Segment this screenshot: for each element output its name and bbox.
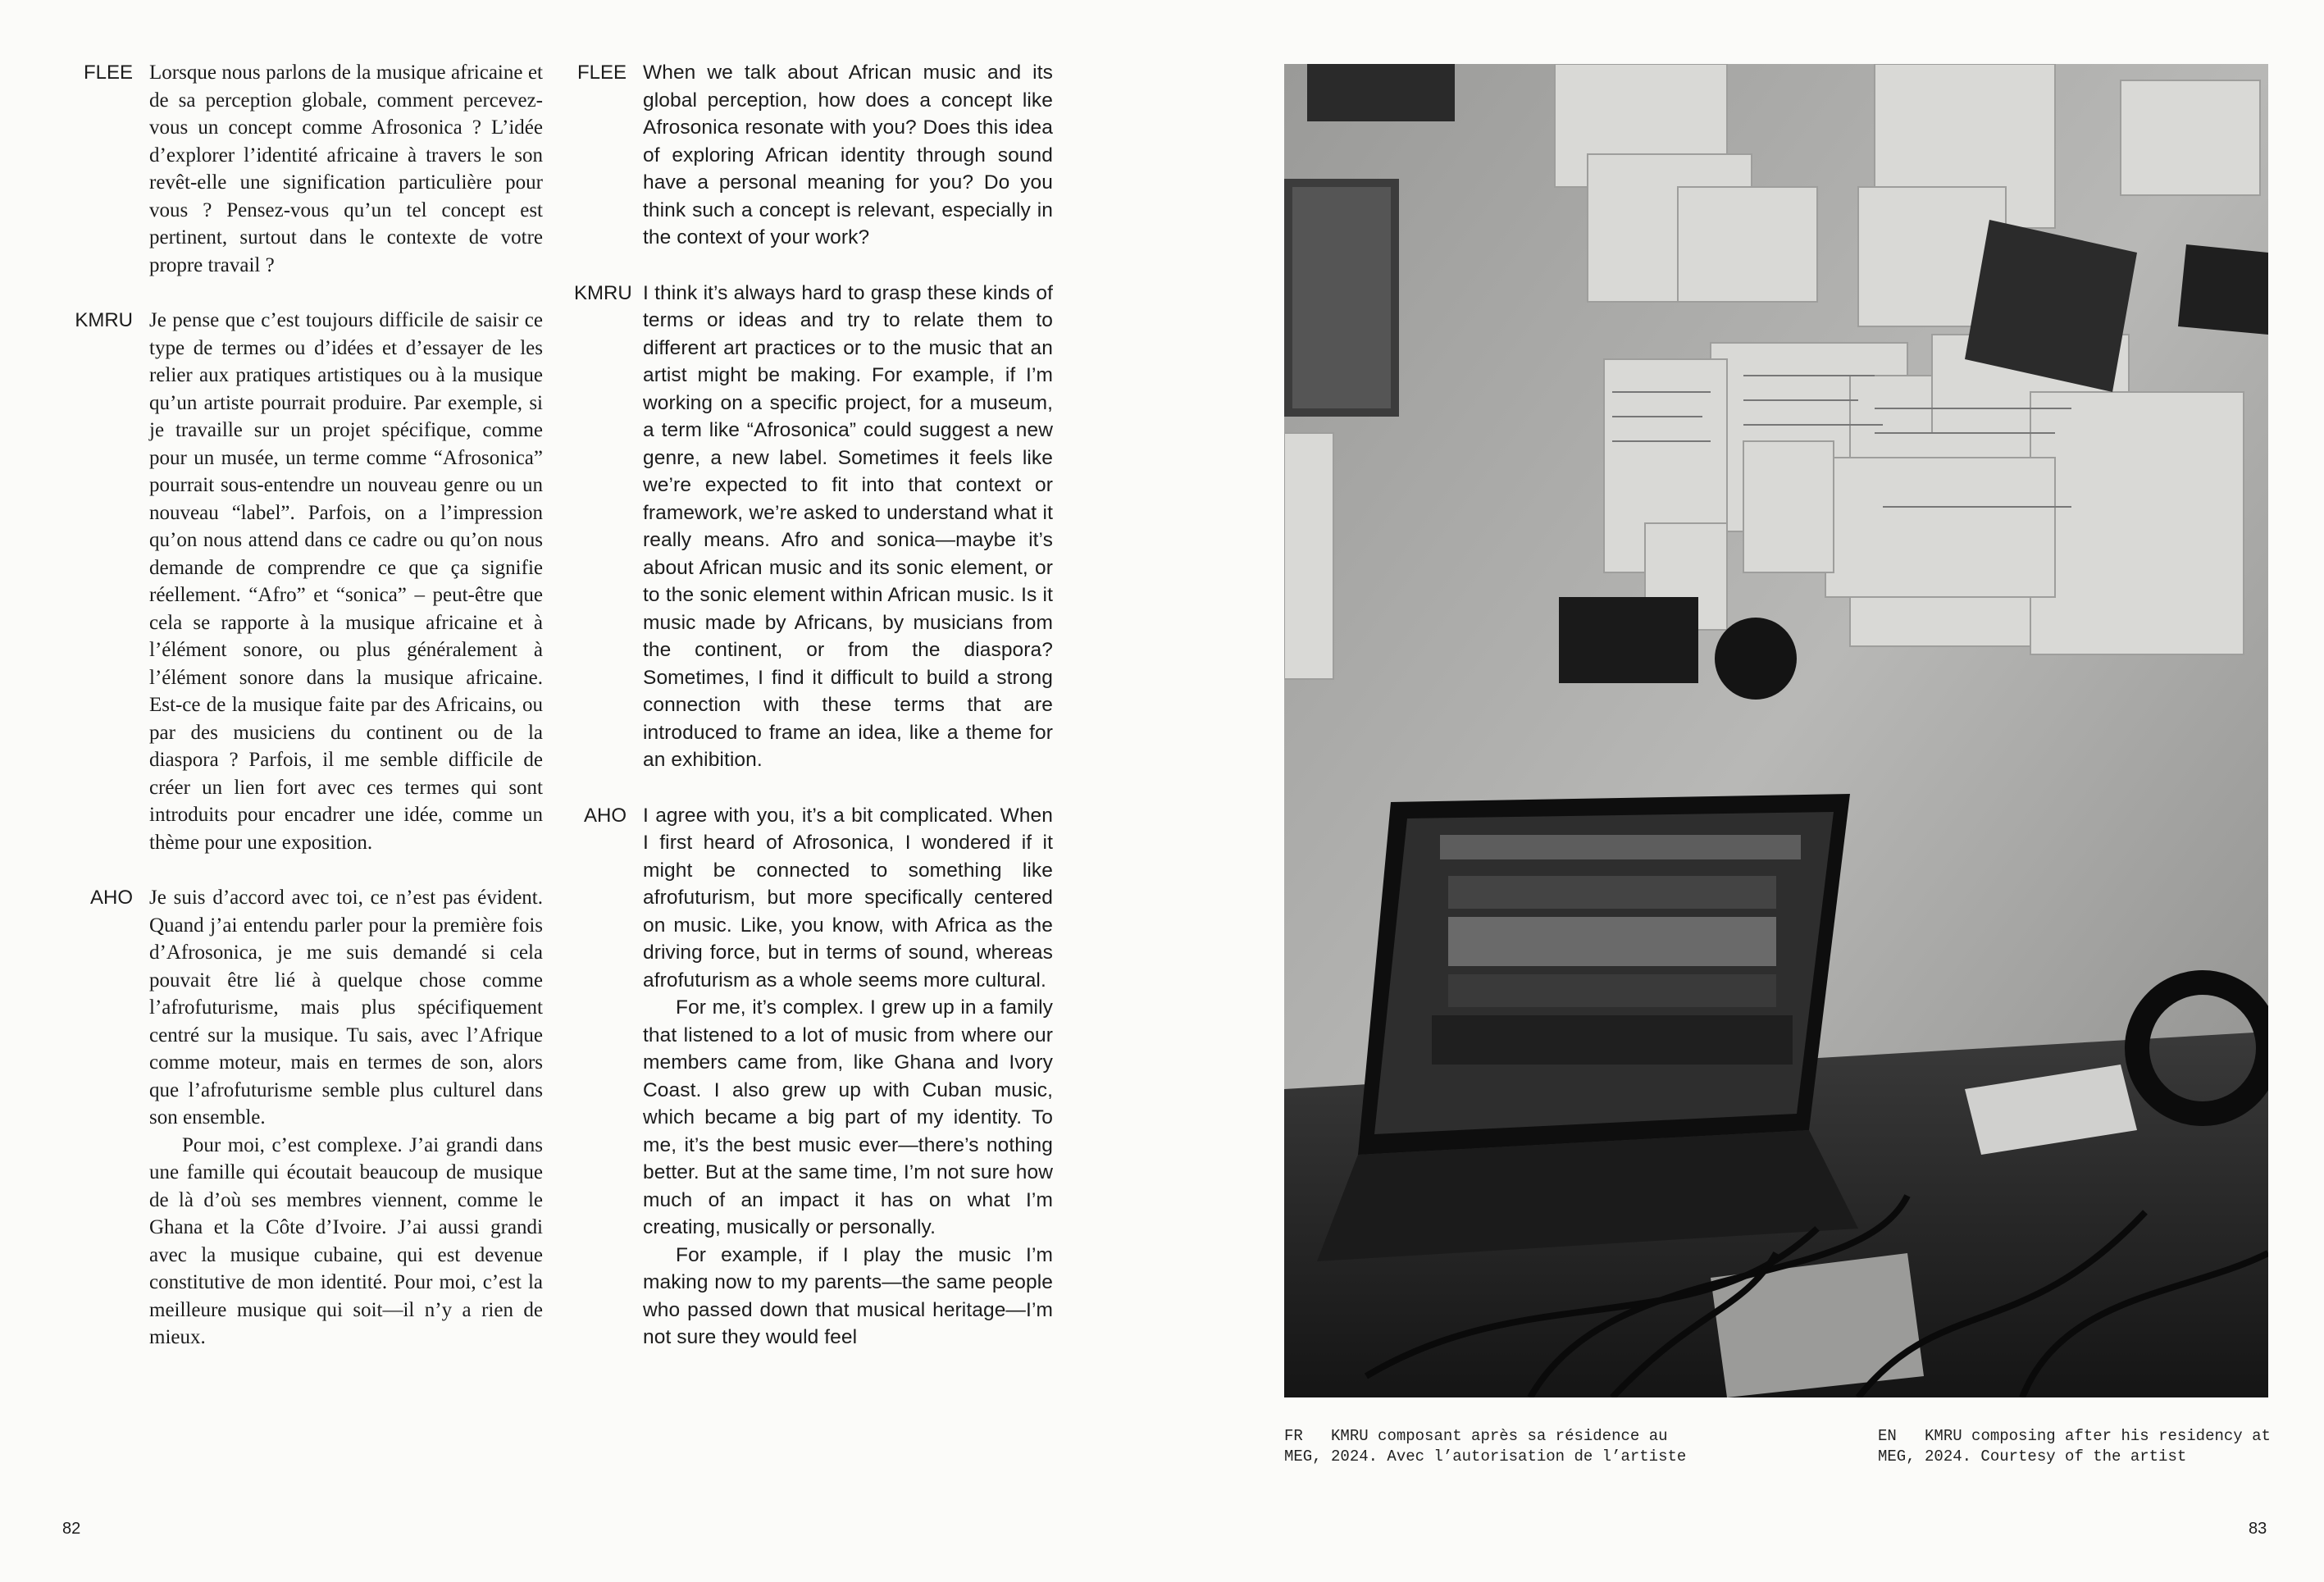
interview-entry <box>574 280 1053 774</box>
interview-entry <box>61 884 543 1352</box>
paragraph: When we talk about African music and its global perception, how does a concept like Afrosonica resonate with you? Does this idea of exploring African identity through sound have a personal meaning for you? Do you think such a concept is relevant, especially in the context of your work? <box>643 62 1053 248</box>
studio-photograph <box>1284 64 2268 1397</box>
paragraph: Pour moi, c’est complexe. J’ai grandi dans une famille qui écoutait beaucoup de musique de là d’où ses membres viennent, comme le Ghana et la Côte d’Ivoire. J’ai aussi grandi avec la musique cubaine, qui est devenue constitutive de mon identité. Pour moi, c’est la meilleure musique qui soit—il n’y a rien de mieux. <box>149 1133 543 1348</box>
french-column <box>61 59 543 1379</box>
speaker-label: FLEE <box>576 62 627 84</box>
photo-illustration <box>1284 64 2268 1397</box>
interview-entry <box>574 59 1053 252</box>
caption-english <box>1878 1426 2280 1467</box>
speaker-label: KMRU <box>75 309 133 331</box>
entry-text <box>643 280 1053 774</box>
interview-entry <box>61 59 543 279</box>
interview-entry <box>61 307 543 856</box>
caption-text: KMRU composing after his residency at MEG, 2024. Courtesy of the artist <box>1878 1427 2271 1466</box>
caption-lang: EN <box>1878 1427 1897 1445</box>
interview-entry <box>574 802 1053 1352</box>
speaker-label: AHO <box>583 804 627 827</box>
caption-french <box>1284 1426 1711 1467</box>
paragraph: Je suis d’accord avec toi, ce n’est pas évident. Quand j’ai entendu parler pour la première fois d’Afrosonica, je me suis demandé si cela pouvait être lié à quelque chose comme l’afrofuturisme, mais plus spécifiquement centré sur la musique. Tu sais, avec l’Afrique comme moteur, mais en termes de son, alors que l’afrofuturisme semble plus culturel dans son ensemble. <box>149 887 543 1128</box>
speaker-label: KMRU <box>574 281 632 304</box>
entry-text <box>643 59 1053 252</box>
entry-text <box>643 802 1053 1352</box>
paragraph: I agree with you, it’s a bit complicated. When I first heard of Afrosonica, I wondered if it might be connected to something like afrofuturism, but more specifically centered on music. Like, you know, with Africa as the driving force, but in terms of sound, whereas afrofuturism as a whole seems more cultural. <box>643 804 1053 992</box>
speaker-label: FLEE <box>83 62 133 84</box>
entry-text <box>149 307 543 856</box>
paragraph: Lorsque nous parlons de la musique africaine et de sa perception globale, comment percevez-vous un concept comme Afrosonica ? L’idée d’explorer l’identité africaine à travers le son revêt-elle une signification particulière pour vous ? Pensez-vous qu’un tel concept est pertinent, surtout dans le contexte de votre propre travail ? <box>149 62 543 276</box>
entry-text <box>149 884 543 1352</box>
paragraph: For me, it’s complex. I grew up in a family that listened to a lot of music from where our members came from, like Ghana and Ivory Coast. I also grew up with Cuban music, which became a big part of my identity. To me, it’s the best music ever—there’s nothing better. But at the same time, I’m not sure how much of an impact it has on what I’m creating, musically or personally. <box>643 996 1053 1238</box>
entry-text <box>149 59 543 279</box>
paragraph: I think it’s always hard to grasp these kinds of terms or ideas and try to relate them to different art practices or to the music that an artist might be making. For example, if I’m working on a specific project, for a museum, a term like “Afrosonica” could suggest a new genre, a new label. Sometimes it feels like we’re expected to fit into that context or framework, we’re asked to understand what it really means. Afro and sonica—maybe it’s about African music and its sonic element, or to the sonic element within African music. Is it music made by Africans, by musicians from the continent, or from the diaspora? Sometimes, I find it difficult to build a strong connection with these terms that are introduced to frame an idea, like a theme for an exhibition. <box>643 281 1053 771</box>
caption-text: KMRU composant après sa résidence au MEG, 2024. Avec l’autorisation de l’artiste <box>1284 1427 1687 1466</box>
paragraph: For example, if I play the music I’m making now to my parents—the same people who passed down that musical heritage—I’m not sure they would feel <box>643 1243 1053 1348</box>
page-number-right: 83 <box>2249 1520 2267 1538</box>
page-number-left: 82 <box>62 1520 81 1538</box>
speaker-label: AHO <box>89 887 133 909</box>
english-column <box>574 59 1053 1379</box>
paragraph: Je pense que c’est toujours difficile de saisir ce type de termes ou d’idées et d’essayer de les relier aux pratiques artistiques ou à la musique qu’un artiste pourrait produire. Par exemple, si je travaille sur un projet spécifique, comme pour un musée, un terme comme “Afrosonica” pourrait sous-entendre un nouveau genre ou un nouveau “label”. Parfois, on a l’impression qu’on nous attend dans ce cadre ou qu’on nous demande de comprendre ce que ça signifie réellement. “Afro” et “sonica” – peut-être que cela se rapporte à la musique africaine et à l’élément sonore, ou plus généralement à l’élément sonore dans la musique africaine. Est-ce de la musique faite par des Africains, ou par des musiciens du continent ou de la diaspora ? Parfois, il me semble difficile de créer un lien fort avec ces termes qui sont introduits pour encadrer une idée, comme un thème pour une exposition. <box>149 309 543 854</box>
caption-lang: FR <box>1284 1427 1303 1445</box>
